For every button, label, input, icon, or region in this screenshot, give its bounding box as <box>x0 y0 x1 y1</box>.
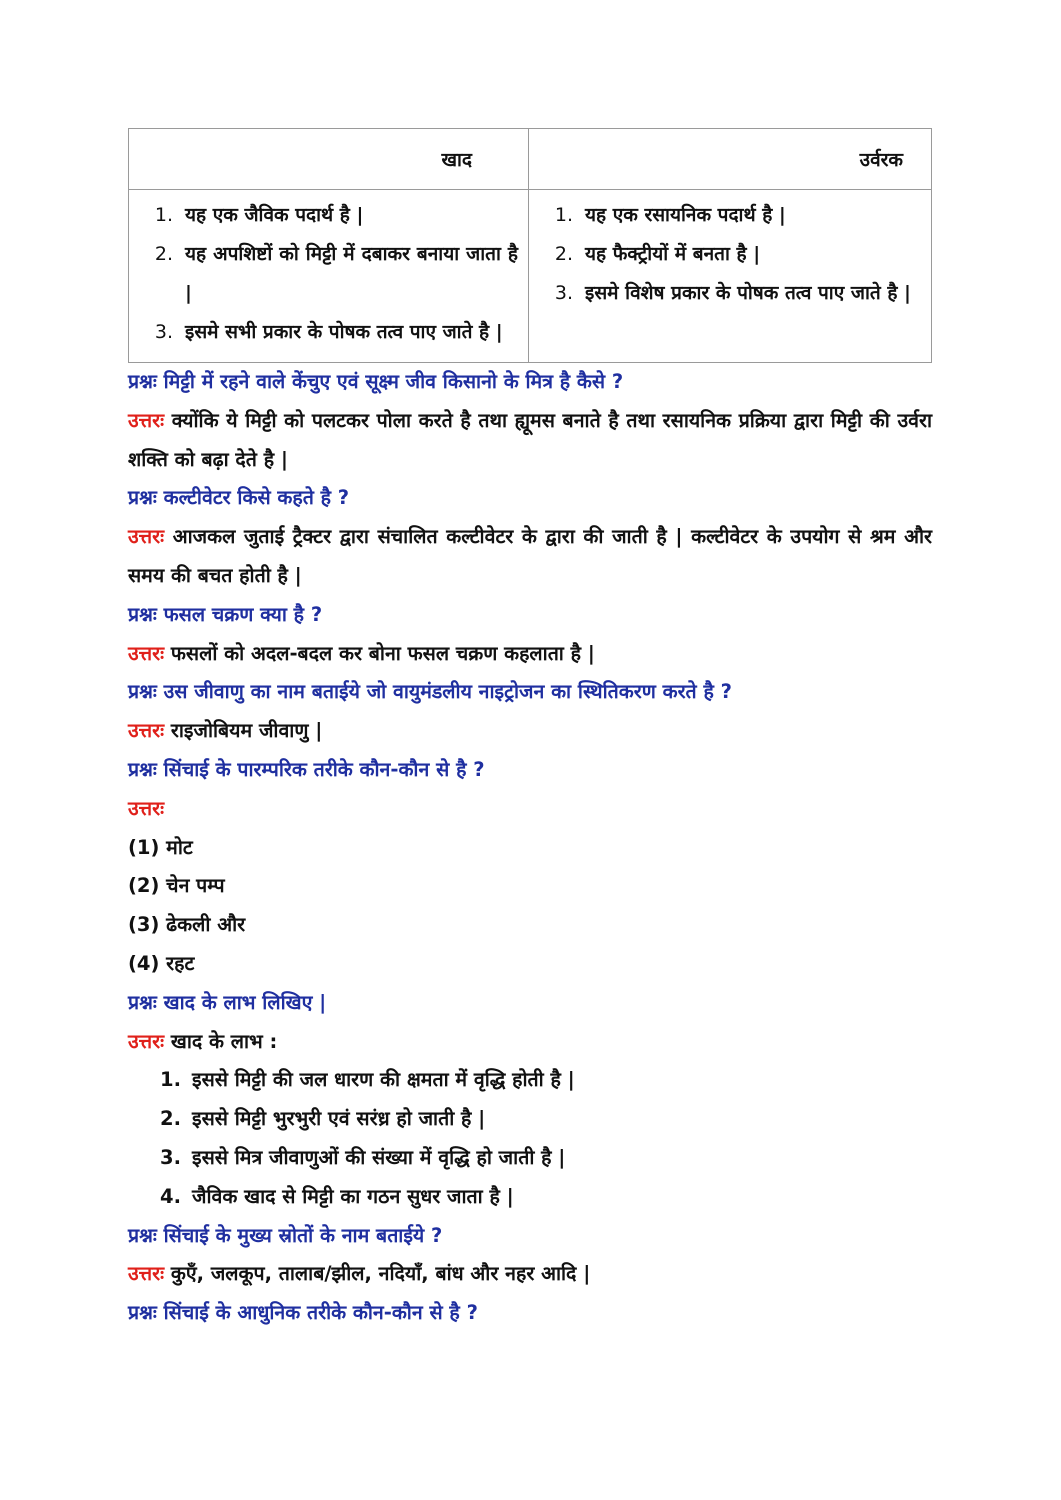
item-number: 3. <box>160 1145 181 1169</box>
question-label: प्रश्नः <box>128 680 157 704</box>
document-page <box>128 128 932 1333</box>
list-item: (1) मोट <box>128 835 193 859</box>
answer-text: कुएँ, जलकूप, तालाब/झील, नदियाँ, बांध और नहर आदि | <box>170 1262 591 1286</box>
item-text: यह एक जैविक पदार्थ है | <box>185 204 364 226</box>
question <box>128 1294 932 1333</box>
khad-cell <box>129 190 529 363</box>
question-label: प्रश्नः <box>128 602 157 626</box>
table-header-row <box>129 129 932 190</box>
answer <box>128 1023 932 1062</box>
list-item: (2) चेन पम्प <box>128 874 225 898</box>
question-label: प्रश्नः <box>128 990 157 1014</box>
list-item: (3) ढेकली और <box>128 913 246 937</box>
item-number: 4. <box>160 1184 181 1208</box>
list-item <box>539 196 921 235</box>
question <box>128 673 932 712</box>
question-text: सिंचाई के पारम्परिक तरीके कौन-कौन से है ? <box>163 757 485 781</box>
answer <box>128 790 932 829</box>
list-item <box>160 1139 932 1178</box>
item-text: इसमे विशेष प्रकार के पोषक तत्व पाए जाते है | <box>585 282 911 304</box>
item-text: यह फैक्ट्रीयों में बनता है | <box>585 243 761 265</box>
header-khad: खाद <box>129 129 529 190</box>
item-number: 2. <box>154 243 173 265</box>
item-text: यह एक रसायनिक पदार्थ है | <box>585 204 786 226</box>
answer-label: उत्तरः <box>128 1262 165 1286</box>
urvarak-cell <box>529 190 932 363</box>
answer-label: उत्तरः <box>128 525 165 549</box>
question-label: प्रश्नः <box>128 757 157 781</box>
item-number: 2. <box>160 1107 181 1131</box>
item-text: इससे मिट्टी भुरभुरी एवं सरंध्र हो जाती है | <box>192 1107 486 1131</box>
question-text: सिंचाई के आधुनिक तरीके कौन-कौन से है ? <box>163 1301 478 1325</box>
question-label: प्रश्नः <box>128 1301 157 1325</box>
list-item <box>160 1100 932 1139</box>
question-label: प्रश्नः <box>128 486 157 510</box>
answer-label: उत्तरः <box>128 719 165 743</box>
item-number: 2. <box>554 243 573 265</box>
urvarak-list <box>539 196 921 313</box>
list-item: (4) रहट <box>128 951 195 975</box>
header-urvarak: उर्वरक <box>529 129 932 190</box>
item-text: इससे मिट्टी की जल धारण की क्षमता में वृद्धि होती है | <box>192 1068 575 1092</box>
answer-text: खाद के लाभ : <box>170 1029 278 1053</box>
question-text: फसल चक्रण क्या है ? <box>163 602 323 626</box>
question-text: कल्टीवेटर किसे कहते है ? <box>163 486 350 510</box>
answer-text: क्योंकि ये मिट्टी को पलटकर पोला करते है तथा ह्यूमस बनाते है तथा रसायनिक प्रक्रिया द्वारा मिट्टी की उर्वरा शक्ति को बढ़ा देते है | <box>128 408 932 471</box>
irrigation-methods-list <box>128 829 932 984</box>
question <box>128 363 932 402</box>
answer <box>128 518 932 596</box>
question <box>128 751 932 790</box>
qa-section <box>128 363 932 1333</box>
answer-text: फसलों को अदल-बदल कर बोना फसल चक्रण कहलाता है | <box>170 641 595 665</box>
item-text: इसमे सभी प्रकार के पोषक तत्व पाए जाते है | <box>185 321 503 343</box>
question-label: प्रश्नः <box>128 370 157 393</box>
khad-list <box>139 196 518 352</box>
answer <box>128 402 932 480</box>
item-number: 1. <box>154 204 173 226</box>
item-number: 3. <box>554 282 573 304</box>
list-item <box>139 235 518 313</box>
answer-text: आजकल जुताई ट्रैक्टर द्वारा संचालित कल्टीवेटर के द्वारा की जाती है | कल्टीवेटर के उपयोग से श्रम और समय की बचत होती है | <box>128 525 932 587</box>
item-text: इससे मित्र जीवाणुओं की संख्या में वृद्धि हो जाती है | <box>192 1145 566 1169</box>
list-item <box>139 313 518 352</box>
item-number: 1. <box>554 204 573 226</box>
question-text: सिंचाई के मुख्य स्रोतों के नाम बताईये ? <box>163 1223 443 1247</box>
benefits-list <box>128 1061 932 1216</box>
answer <box>128 635 932 674</box>
list-item <box>160 1061 932 1100</box>
comparison-table <box>128 128 932 363</box>
question-text: मिट्टी में रहने वाले केंचुए एवं सूक्ष्म जीव किसानो के मित्र है कैसे ? <box>163 370 624 393</box>
item-number: 3. <box>154 321 173 343</box>
answer <box>128 712 932 751</box>
table-body-row <box>129 190 932 363</box>
question <box>128 1217 932 1256</box>
answer-text: राइजोबियम जीवाणु | <box>170 719 323 743</box>
item-text: यह अपशिष्टों को मिट्टी में दबाकर बनाया जाता है | <box>185 243 518 304</box>
list-item <box>160 1178 932 1217</box>
answer <box>128 1255 932 1294</box>
question <box>128 596 932 635</box>
question <box>128 479 932 518</box>
list-item <box>139 196 518 235</box>
answer-label: उत्तरः <box>128 1029 165 1053</box>
item-number: 1. <box>160 1068 181 1092</box>
question <box>128 984 932 1023</box>
answer-label: उत्तरः <box>128 796 165 820</box>
answer-label: उत्तरः <box>128 641 165 665</box>
list-item <box>539 235 921 274</box>
item-text: जैविक खाद से मिट्टी का गठन सुधर जाता है | <box>192 1184 514 1208</box>
question-label: प्रश्नः <box>128 1223 157 1247</box>
question-text: खाद के लाभ लिखिए | <box>163 990 327 1014</box>
question-text: उस जीवाणु का नाम बताईये जो वायुमंडलीय नाइट्रोजन का स्थितिकरण करते है ? <box>163 680 732 704</box>
answer-label: उत्तरः <box>128 408 165 432</box>
list-item <box>539 274 921 313</box>
